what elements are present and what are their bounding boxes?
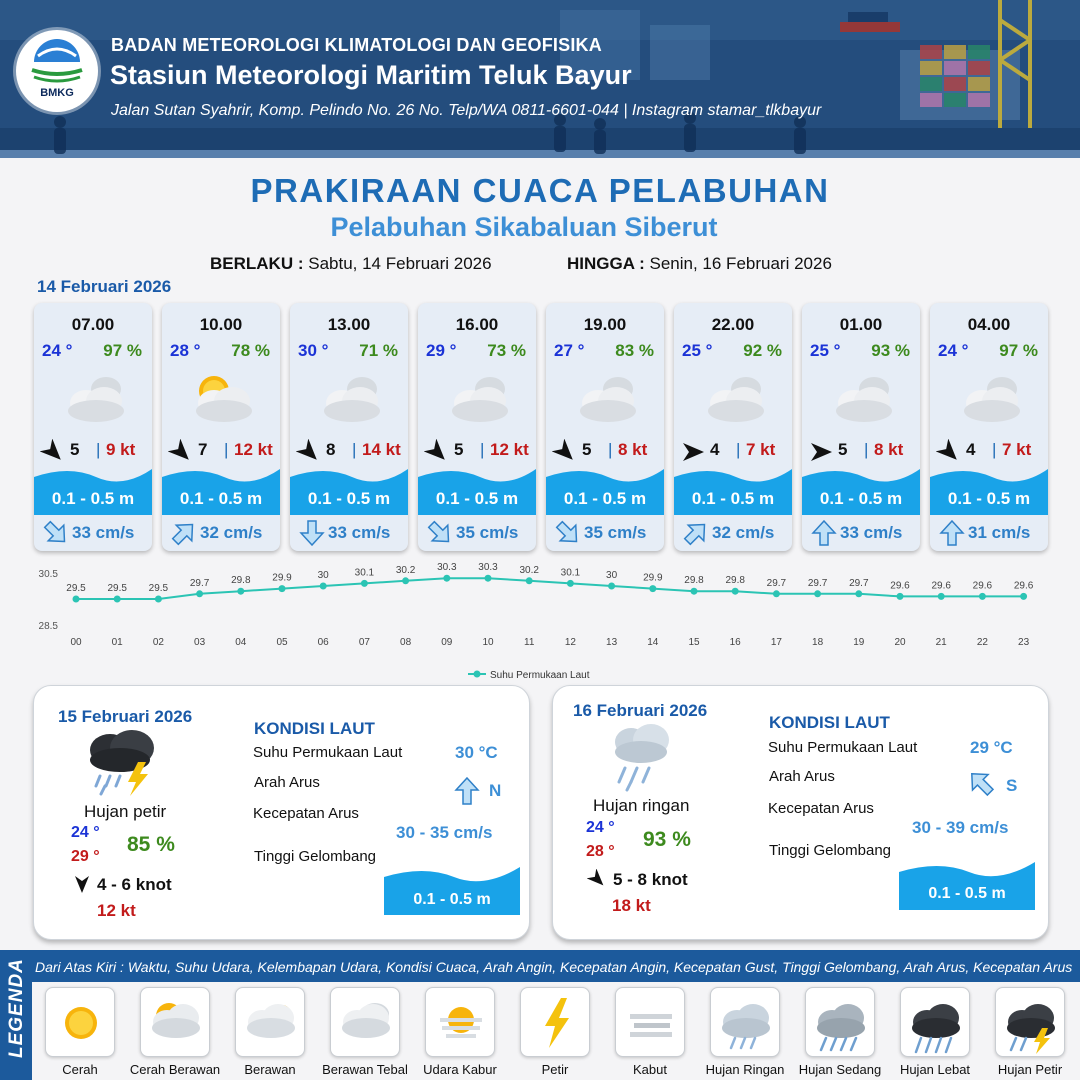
day-temp-max: 29 °	[71, 848, 100, 865]
x-tick-label: 13	[606, 637, 618, 648]
hour-current-speed: 32 cm/s	[200, 523, 263, 542]
hour-wave-height: 0.1 - 0.5 m	[179, 489, 263, 508]
day-panel-1	[33, 685, 530, 940]
sst-point	[361, 580, 368, 587]
sst-label: Suhu Permukaan Laut	[253, 744, 403, 761]
hour-humidity: 83 %	[615, 341, 654, 360]
berawan-tebal-icon	[56, 367, 134, 429]
hour-time: 01.00	[839, 315, 883, 334]
hour-temperature: 27 °	[554, 341, 585, 360]
hour-gust: 12 kt	[490, 440, 529, 459]
udara-kabur-icon	[425, 987, 495, 1057]
hour-current-speed: 35 cm/s	[456, 523, 519, 542]
hour-wind-speed: 5	[838, 440, 848, 459]
x-tick-label: 01	[111, 637, 123, 648]
hour-wind-speed: 5	[582, 440, 592, 459]
current-speed-value: 30 - 39 cm/s	[912, 818, 1009, 837]
day-date: 16 Februari 2026	[573, 701, 708, 720]
x-tick-label: 03	[194, 637, 206, 648]
hour-current-speed: 35 cm/s	[584, 523, 647, 542]
sst-data-label: 29.8	[231, 575, 251, 587]
wind-direction-icon	[936, 439, 962, 465]
wind-direction-icon	[296, 439, 322, 465]
berawan-tebal-icon	[330, 987, 400, 1057]
sst-data-label: 29.8	[725, 575, 745, 587]
current-direction-label: Arah Arus	[254, 774, 320, 791]
bmkg-logo	[16, 30, 98, 112]
sst-point	[279, 585, 286, 592]
hour-current-speed: 33 cm/s	[840, 523, 903, 542]
sst-data-label: 30.1	[560, 567, 581, 579]
x-tick-label: 00	[70, 637, 82, 648]
hour-gust: 8 kt	[874, 440, 904, 459]
current-direction-icon	[966, 768, 996, 798]
x-tick-label: 21	[935, 637, 947, 648]
separator: |	[992, 440, 997, 459]
hour-current-speed: 31 cm/s	[968, 523, 1031, 542]
sst-data-label: 29.7	[766, 577, 787, 589]
sst-point	[691, 588, 698, 595]
sst-point	[402, 577, 409, 584]
hour-gust: 9 kt	[106, 440, 136, 459]
sst-line	[76, 578, 1024, 599]
x-tick-label: 11	[524, 637, 535, 648]
sst-point	[237, 588, 244, 595]
x-tick-label: 07	[358, 637, 370, 648]
wind-direction-icon	[680, 439, 706, 465]
x-tick-label: 16	[729, 637, 741, 648]
current-direction-value: S	[1006, 776, 1018, 795]
sst-data-label: 29.6	[972, 580, 993, 592]
station-name: Stasiun Meteorologi Maritim Teluk Bayur	[110, 60, 632, 90]
x-tick-label: 20	[894, 637, 906, 648]
day-condition: Hujan ringan	[593, 796, 690, 815]
x-tick-label: 04	[235, 637, 247, 648]
valid-to	[567, 254, 832, 274]
hourly-card	[674, 303, 792, 551]
legend-description: Dari Atas Kiri : Waktu, Suhu Udara, Kelembapan Udara, Kondisi Cuaca, Arah Angin, Kecepatan Angin, Kecepatan Gust, Tinggi Gelombang, Arah Arus, Kecepatan Arus	[35, 959, 1073, 975]
hour-wave-height: 0.1 - 0.5 m	[691, 489, 775, 508]
x-tick-label: 19	[853, 637, 865, 648]
sst-chart	[0, 560, 1080, 690]
hour-humidity: 78 %	[231, 341, 270, 360]
wave-label: Tinggi Gelombang	[254, 848, 377, 865]
day-gust: 12 kt	[97, 901, 136, 920]
current-direction-icon	[938, 519, 966, 547]
sst-point	[608, 583, 615, 590]
port-name: Pelabuhan Sikabaluan Siberut	[330, 212, 718, 242]
berawan-tebal-icon	[824, 367, 902, 429]
current-direction-icon	[170, 519, 198, 547]
current-direction-icon	[42, 519, 70, 547]
x-tick-label: 17	[770, 637, 782, 648]
x-tick-label: 08	[400, 637, 412, 648]
hour-humidity: 97 %	[103, 341, 142, 360]
legend-item-label: Kabut	[633, 1062, 667, 1077]
hour-wind-speed: 4	[966, 440, 976, 459]
sst-data-label: 29.9	[272, 572, 292, 584]
wind-direction-icon	[552, 439, 578, 465]
current-direction-icon	[298, 519, 326, 547]
hourly-card	[162, 303, 280, 551]
hujan-petir-icon	[995, 987, 1065, 1057]
current-direction-value: N	[489, 781, 502, 800]
sst-data-label: 29.5	[107, 583, 127, 594]
hour-wind-speed: 5	[454, 440, 464, 459]
sst-data-label: 29.5	[66, 583, 86, 594]
hour-wave-height: 0.1 - 0.5 m	[435, 489, 519, 508]
hourly-card	[802, 303, 920, 551]
sst-data-label: 30	[606, 570, 618, 581]
sst-data-label: 29.7	[849, 577, 869, 589]
wave-value: 0.1 - 0.5 m	[928, 885, 1006, 902]
wave-value: 0.1 - 0.5 m	[413, 891, 491, 908]
sst-point	[155, 596, 162, 603]
hour-wind-speed: 7	[198, 440, 208, 459]
kabut-icon	[615, 987, 685, 1057]
hour-humidity: 92 %	[743, 341, 782, 360]
day-temp-min: 24 °	[586, 819, 615, 836]
hour-wave-height: 0.1 - 0.5 m	[819, 489, 903, 508]
legend-items	[32, 982, 1080, 1080]
separator: |	[224, 440, 229, 459]
chart-legend-label: Suhu Permukaan Laut	[490, 670, 590, 681]
hour-wave-height: 0.1 - 0.5 m	[947, 489, 1031, 508]
sst-data-label: 29.6	[931, 580, 951, 592]
sst-data-label: 29.6	[1013, 580, 1034, 592]
wave-label: Tinggi Gelombang	[769, 842, 892, 859]
wind-direction-icon	[424, 439, 450, 465]
hour-current-speed: 32 cm/s	[712, 523, 775, 542]
hour-wind-speed: 8	[326, 440, 336, 459]
sst-point	[814, 590, 821, 597]
hour-temperature: 24 °	[938, 341, 969, 360]
sst-data-label: 30.3	[478, 562, 498, 574]
current-direction-icon	[810, 519, 838, 547]
sst-point	[485, 575, 492, 582]
legend	[0, 950, 1080, 1080]
sea-condition-title: KONDISI LAUT	[254, 719, 375, 738]
sst-point	[196, 590, 203, 597]
legend-item-label: Hujan Lebat	[899, 1062, 971, 1077]
legend-item-label: Petir	[541, 1062, 569, 1077]
valid-from-value: Sabtu, 14 Februari 2026	[308, 254, 492, 273]
hour-temperature: 30 °	[298, 341, 329, 360]
current-direction-icon	[554, 519, 582, 547]
wind-direction-icon	[72, 874, 92, 894]
day-panel-2	[552, 685, 1049, 940]
berawan-tebal-icon	[440, 367, 518, 429]
sst-point	[320, 583, 327, 590]
sst-point	[1020, 593, 1027, 600]
wind-direction-icon	[808, 439, 834, 465]
hour-gust: 7 kt	[1002, 440, 1032, 459]
header-banner	[0, 0, 1080, 158]
legend-item-label: Berawan Tebal	[322, 1062, 408, 1077]
sst-point	[897, 593, 904, 600]
current-speed-label: Kecepatan Arus	[253, 805, 359, 822]
legend-item-label: Cerah	[62, 1062, 98, 1077]
sst-point	[114, 596, 121, 603]
legend-item-label: Hujan Ringan	[705, 1062, 785, 1077]
organization-name: BADAN METEOROLOGI KLIMATOLOGI DAN GEOFISIKA	[111, 35, 602, 55]
valid-to-label: HINGGA :	[567, 254, 645, 273]
hourly-card	[546, 303, 664, 551]
bmkg-emblem-icon	[16, 30, 98, 112]
y-tick-label: 30.5	[38, 569, 58, 580]
valid-from	[210, 254, 492, 274]
current-direction-icon	[454, 776, 480, 806]
page-title: PRAKIRAAN CUACA PELABUHAN	[250, 172, 830, 209]
today-date: 14 Februari 2026	[37, 277, 172, 296]
separator: |	[608, 440, 613, 459]
chart-legend-marker	[474, 671, 481, 678]
sst-value: 29 °C	[970, 738, 1013, 757]
berawan-tebal-icon	[568, 367, 646, 429]
sst-data-label: 30.3	[437, 562, 457, 574]
hujan-petir-icon	[80, 726, 166, 796]
hourly-card	[290, 303, 408, 551]
hour-time: 10.00	[199, 315, 243, 334]
hour-time: 19.00	[583, 315, 627, 334]
y-tick-label: 28.5	[38, 621, 58, 632]
hour-temperature: 29 °	[426, 341, 457, 360]
sst-data-label: 29.7	[807, 577, 828, 589]
hujan-ringan-icon	[607, 722, 677, 792]
hujan-sedang-icon	[805, 987, 875, 1057]
sst-data-label: 30.2	[519, 564, 539, 576]
day-condition: Hujan petir	[84, 802, 167, 821]
sst-value: 30 °C	[455, 743, 498, 762]
hour-temperature: 25 °	[810, 341, 841, 360]
berawan-icon	[235, 987, 305, 1057]
hour-gust: 14 kt	[362, 440, 401, 459]
wind-direction-icon	[587, 869, 607, 889]
sst-data-label: 29.6	[890, 580, 910, 592]
sst-point	[855, 590, 862, 597]
sst-label: Suhu Permukaan Laut	[768, 739, 918, 756]
hour-time: 04.00	[967, 315, 1011, 334]
hour-humidity: 73 %	[487, 341, 526, 360]
sst-point	[526, 577, 533, 584]
sst-point	[732, 588, 739, 595]
hour-temperature: 25 °	[682, 341, 713, 360]
hour-wind-speed: 4	[710, 440, 720, 459]
hujan-ringan-icon	[710, 987, 780, 1057]
current-speed-value: 30 - 35 cm/s	[396, 823, 493, 842]
sst-point	[938, 593, 945, 600]
sst-point	[73, 596, 80, 603]
legend-item-label: Hujan Petir	[997, 1062, 1063, 1077]
hour-wave-height: 0.1 - 0.5 m	[307, 489, 391, 508]
x-tick-label: 06	[317, 637, 329, 648]
sst-data-label: 30.2	[395, 564, 416, 576]
sst-data-label: 29.8	[684, 575, 704, 587]
hourly-card	[34, 303, 152, 551]
sst-point	[773, 590, 780, 597]
sst-point	[567, 580, 574, 587]
current-speed-label: Kecepatan Arus	[768, 800, 874, 817]
valid-to-value: Senin, 16 Februari 2026	[649, 254, 832, 273]
hour-wave-height: 0.1 - 0.5 m	[51, 489, 135, 508]
x-tick-label: 12	[564, 637, 576, 648]
day-wind: 4 - 6 knot	[97, 875, 172, 894]
hour-current-speed: 33 cm/s	[72, 523, 135, 542]
day-wind: 5 - 8 knot	[613, 870, 688, 889]
x-tick-label: 15	[688, 637, 700, 648]
hour-gust: 8 kt	[618, 440, 648, 459]
sst-data-label: 29.5	[148, 583, 169, 594]
day-gust: 18 kt	[612, 896, 651, 915]
day-humidity: 85 %	[127, 833, 175, 856]
hour-time: 13.00	[327, 315, 371, 334]
cerah-icon	[45, 987, 115, 1057]
wind-direction-icon	[40, 439, 66, 465]
hour-humidity: 93 %	[871, 341, 910, 360]
hourly-card	[418, 303, 536, 551]
x-tick-label: 10	[482, 637, 494, 648]
station-address: Jalan Sutan Syahrir, Komp. Pelindo No. 26 No. Telp/WA 0811-6601-044 | Instagram stamar_tlkbayur	[111, 102, 822, 119]
legend-item-label: Hujan Sedang	[798, 1062, 882, 1077]
separator: |	[96, 440, 101, 459]
hour-time: 07.00	[71, 315, 115, 334]
sst-point	[649, 585, 656, 592]
day-date: 15 Februari 2026	[58, 707, 193, 726]
hour-time: 16.00	[455, 315, 499, 334]
sea-condition-title: KONDISI LAUT	[769, 713, 890, 732]
berawan-tebal-icon	[312, 367, 390, 429]
hour-current-speed: 33 cm/s	[328, 523, 391, 542]
legend-item-label: Berawan	[244, 1062, 296, 1077]
x-tick-label: 05	[276, 637, 288, 648]
x-tick-label: 14	[647, 637, 659, 648]
sst-point	[443, 575, 450, 582]
day-temp-min: 24 °	[71, 824, 100, 841]
cerah-berawan-icon	[140, 987, 210, 1057]
hour-humidity: 71 %	[359, 341, 398, 360]
current-direction-icon	[682, 519, 710, 547]
petir-icon	[520, 987, 590, 1057]
hour-temperature: 24 °	[42, 341, 73, 360]
legend-item-label: Udara Kabur	[423, 1062, 497, 1077]
berawan-tebal-icon	[696, 367, 774, 429]
wind-direction-icon	[168, 439, 194, 465]
sst-data-label: 30.1	[354, 567, 375, 579]
x-tick-label: 09	[441, 637, 453, 648]
hour-wave-height: 0.1 - 0.5 m	[563, 489, 647, 508]
sst-data-label: 29.7	[189, 577, 210, 589]
sst-data-label: 30	[317, 570, 329, 581]
hourly-card	[930, 303, 1048, 551]
sst-point	[979, 593, 986, 600]
separator: |	[352, 440, 357, 459]
current-direction-icon	[426, 519, 454, 547]
hujan-lebat-icon	[900, 987, 970, 1057]
day-temp-max: 28 °	[586, 843, 615, 860]
x-tick-label: 23	[1018, 637, 1030, 648]
legend-item-label: Cerah Berawan	[129, 1062, 221, 1077]
x-tick-label: 02	[152, 637, 164, 648]
hour-time: 22.00	[711, 315, 755, 334]
separator: |	[480, 440, 485, 459]
berawan-tebal-icon	[952, 367, 1030, 429]
hour-humidity: 97 %	[999, 341, 1038, 360]
valid-from-label: BERLAKU :	[210, 254, 304, 273]
separator: |	[864, 440, 869, 459]
legend-title: LEGENDA	[6, 958, 27, 1058]
x-tick-label: 22	[976, 637, 988, 648]
current-direction-label: Arah Arus	[769, 768, 835, 785]
hour-gust: 12 kt	[234, 440, 273, 459]
hour-wind-speed: 5	[70, 440, 80, 459]
hour-gust: 7 kt	[746, 440, 776, 459]
separator: |	[736, 440, 741, 459]
logo-text: BMKG	[40, 87, 74, 99]
day-humidity: 93 %	[643, 828, 691, 851]
cerah-berawan-icon	[184, 367, 262, 429]
sst-data-label: 29.9	[643, 572, 663, 584]
hour-temperature: 28 °	[170, 341, 201, 360]
x-tick-label: 18	[812, 637, 824, 648]
